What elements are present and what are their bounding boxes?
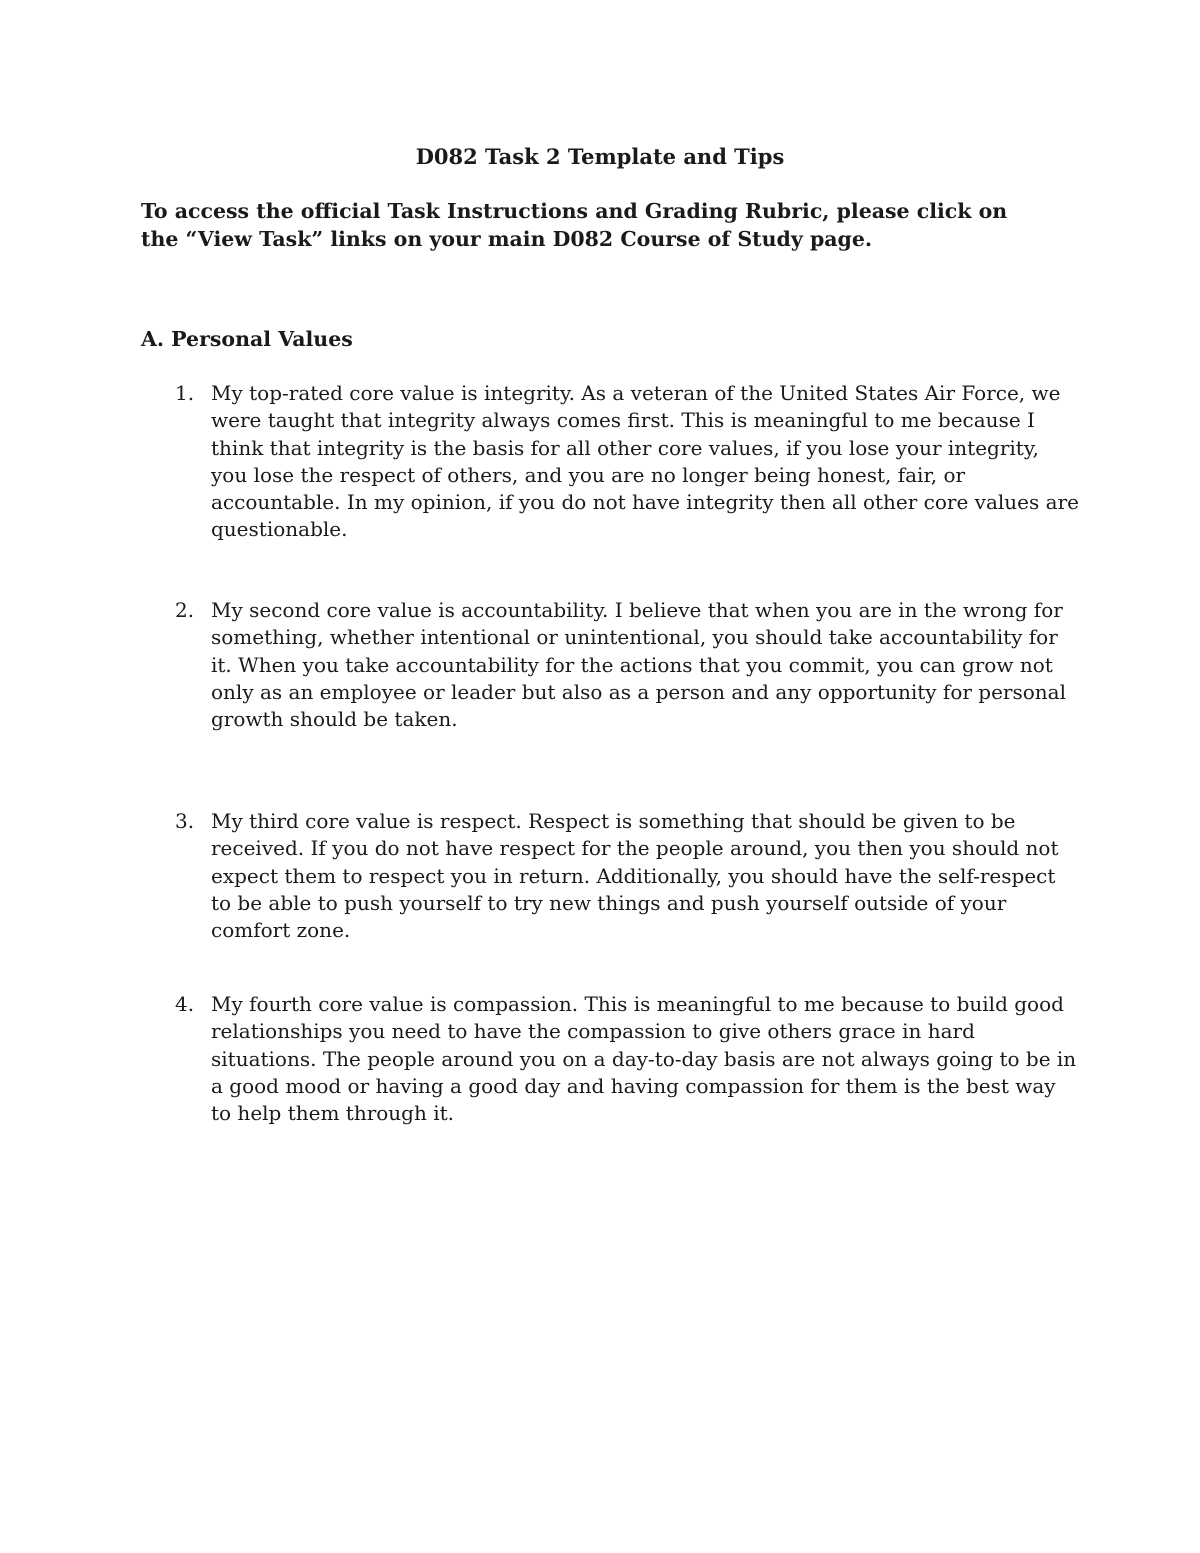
list-item (141, 380, 1081, 544)
list-item-number: 3. (175, 809, 195, 833)
document-title: D082 Task 2 Template and Tips (415, 144, 785, 169)
section-heading: A. Personal Values (141, 327, 353, 351)
list-item (141, 991, 1081, 1127)
list-item-text: My top-rated core value is integrity. As a veteran of the United States Air Force, we were taught that integrity always comes first. This is meaningful to me because I think that integrity is the basis for all other core values, if you lose your integrity, you lose the respect of others, and you are no longer being honest, fair, or accountable. In my opinion, if you do not have integrity then all other core values are questionable. (211, 381, 1079, 542)
list-item (141, 808, 1081, 944)
intro-paragraph: To access the official Task Instructions and Grading Rubric, please click on the “View Task” links on your main D082 Course of Study page. (141, 199, 1008, 251)
list-item-text: My fourth core value is compassion. This is meaningful to me because to build good relationships you need to have the compassion to give others grace in hard situations. The people around you on a day-to-day basis are not always going to be in a good mood or having a good day and having compassion for them is the best way to help them through it. (211, 992, 1077, 1126)
list-item (141, 597, 1081, 733)
list-item-number: 4. (175, 992, 195, 1016)
list-item-text: My second core value is accountability. I believe that when you are in the wrong for something, whether intentional or unintentional, you should take accountability for it. When you take accountability for the actions that you commit, you can grow not only as an employee or leader but also as a person and any opportunity for personal growth should be taken. (211, 598, 1066, 732)
list-item-number: 1. (175, 381, 195, 405)
list-item-number: 2. (175, 598, 195, 622)
list-item-text: My third core value is respect. Respect is something that should be given to be received. If you do not have respect for the people around, you then you should not expect them to respect you in return. Additionally, you should have the self-respect to be able to push yourself to try new things and push yourself outside of your comfort zone. (211, 809, 1059, 943)
